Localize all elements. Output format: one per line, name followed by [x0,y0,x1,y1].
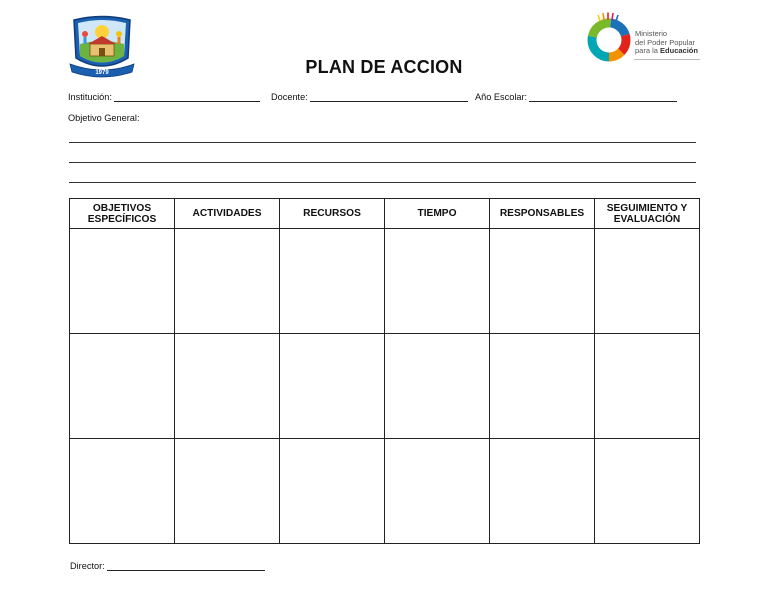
table-cell[interactable] [595,229,700,334]
page-title [0,57,768,78]
col-actividades: ACTIVIDADES [175,199,280,229]
col-objetivos-l2: ESPECÍFICOS [87,213,157,225]
ministry-line2: del Poder Popular [635,37,696,47]
ministry-line1: Ministerio [635,29,668,38]
col-responsables: RESPONSABLES [490,199,595,229]
table-row [70,334,700,439]
docente-field [271,91,468,102]
anio-escolar-field [475,91,677,102]
school-logo-year: 1979 [95,70,109,76]
table-cell[interactable] [280,439,385,544]
table-cell[interactable] [280,334,385,439]
page-title-text: PLAN DE ACCION [305,57,463,77]
plan-table [69,198,700,544]
ministry-line3 [635,47,698,56]
table-cell[interactable] [70,439,175,544]
institucion-field [68,91,260,102]
director-label: Director: [70,561,105,571]
docente-blank[interactable] [310,91,468,102]
table-cell[interactable] [385,229,490,334]
table-header-row [70,199,700,229]
table-cell[interactable] [175,229,280,334]
table-row [70,229,700,334]
docente-label: Docente: [271,92,308,102]
ministry-line3-prefix: para la [635,46,661,56]
col-seguimiento-l1: SEGUIMIENTO Y [606,202,688,214]
director-blank[interactable] [107,560,265,571]
table-cell[interactable] [490,334,595,439]
anio-escolar-blank[interactable] [529,91,677,102]
table-cell[interactable] [280,229,385,334]
table-cell[interactable] [70,229,175,334]
table-cell[interactable] [490,229,595,334]
table-cell[interactable] [490,439,595,544]
table-cell[interactable] [595,334,700,439]
objetivo-general-label: Objetivo General: [68,113,140,123]
table-cell[interactable] [175,439,280,544]
anio-escolar-label: Año Escolar: [475,92,528,102]
objetivo-line-3[interactable] [69,182,696,183]
col-seguimiento-l2: EVALUACIÓN [613,213,681,225]
objetivo-line-2[interactable] [69,162,696,163]
institucion-blank[interactable] [114,91,260,102]
ministry-line3-bold: Educación [660,46,698,56]
col-tiempo: TIEMPO [385,199,490,229]
director-field [70,560,265,571]
col-recursos: RECURSOS [280,199,385,229]
objetivo-general-field [68,113,140,123]
table-cell[interactable] [175,334,280,439]
table-cell[interactable] [385,334,490,439]
table-cell[interactable] [595,439,700,544]
col-objetivos-especificos [70,199,175,229]
ministry-name [635,30,698,56]
col-seguimiento-evaluacion [595,199,700,229]
table-cell[interactable] [70,334,175,439]
col-objetivos-l1: OBJETIVOS [92,202,152,214]
table-row [70,439,700,544]
institucion-label: Institución: [68,92,112,102]
objetivo-line-1[interactable] [69,142,696,143]
table-cell[interactable] [385,439,490,544]
